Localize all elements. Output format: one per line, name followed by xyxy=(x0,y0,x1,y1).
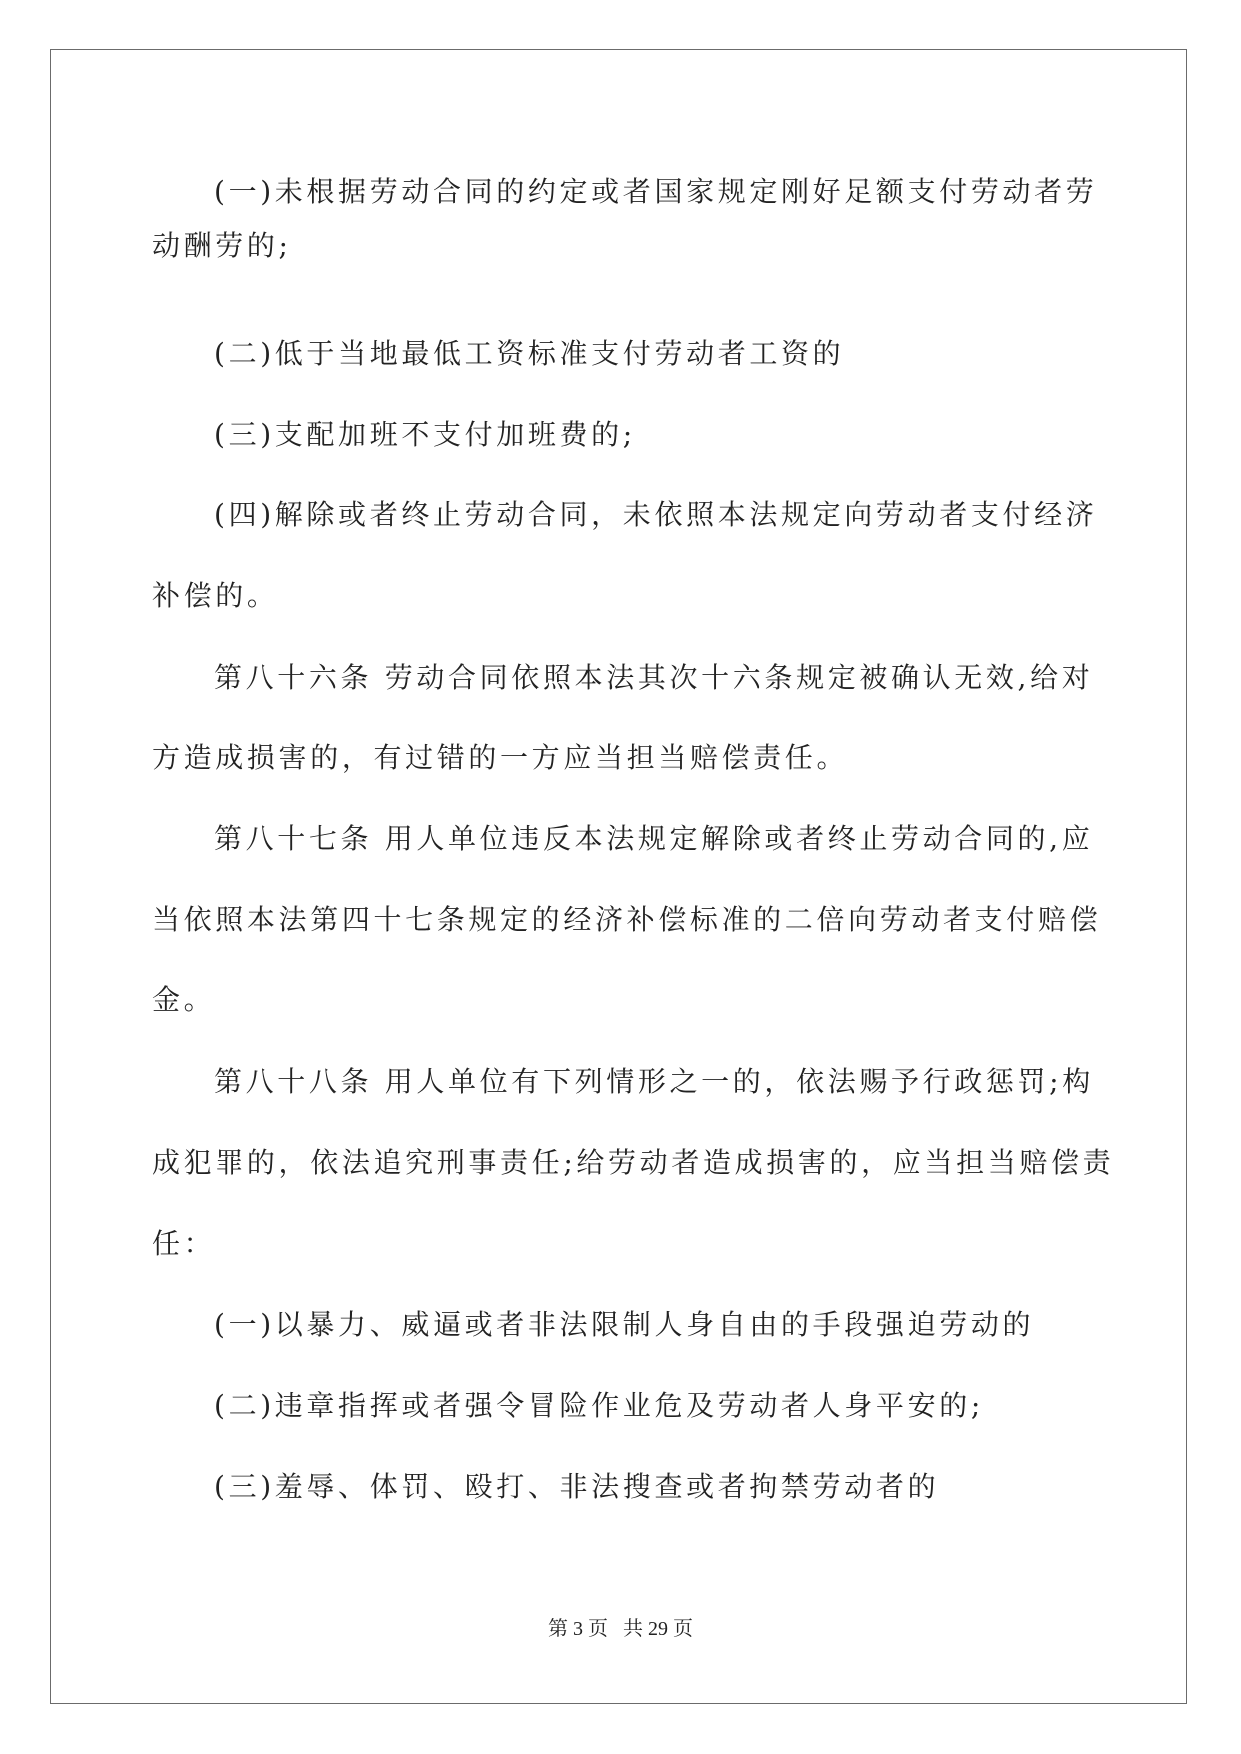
text-line: (一)未根据劳动合同的约定或者国家规定刚好足额支付劳动者劳 xyxy=(214,175,1098,208)
text-line: 补偿的。 xyxy=(152,579,279,612)
text-line: 当依照本法第四十七条规定的经济补偿标准的二倍向劳动者支付赔偿 xyxy=(152,903,1102,936)
text-line: 第八十八条 用人单位有下列情形之一的，依法赐予行政惩罚;构 xyxy=(214,1065,1094,1098)
text-line: 动酬劳的; xyxy=(152,229,292,262)
page-number: 第 3 页 共 29 页 xyxy=(548,1618,693,1640)
text-line: (三)支配加班不支付加班费的; xyxy=(214,418,636,451)
text-line: (四)解除或者终止劳动合同，未依照本法规定向劳动者支付经济 xyxy=(214,498,1098,531)
text-line: 成犯罪的，依法追究刑事责任;给劳动者造成损害的，应当担当赔偿责 xyxy=(152,1146,1115,1179)
text-line: 第八十七条 用人单位违反本法规定解除或者终止劳动合同的,应 xyxy=(214,822,1094,855)
text-line: (三)羞辱、体罚、殴打、非法搜查或者拘禁劳动者的 xyxy=(214,1470,940,1503)
text-line: 任： xyxy=(152,1227,216,1260)
text-line: (一)以暴力、威逼或者非法限制人身自由的手段强迫劳动的 xyxy=(214,1308,1035,1341)
page-border xyxy=(50,49,1187,1704)
text-line: 方造成损害的，有过错的一方应当担当赔偿责任。 xyxy=(152,741,849,774)
text-line: (二)低于当地最低工资标准支付劳动者工资的 xyxy=(214,337,845,370)
text-line: 金。 xyxy=(152,983,216,1016)
text-line: 第八十六条 劳动合同依照本法其次十六条规定被确认无效,给对 xyxy=(214,661,1094,694)
text-line: (二)违章指挥或者强令冒险作业危及劳动者人身平安的; xyxy=(214,1389,984,1422)
